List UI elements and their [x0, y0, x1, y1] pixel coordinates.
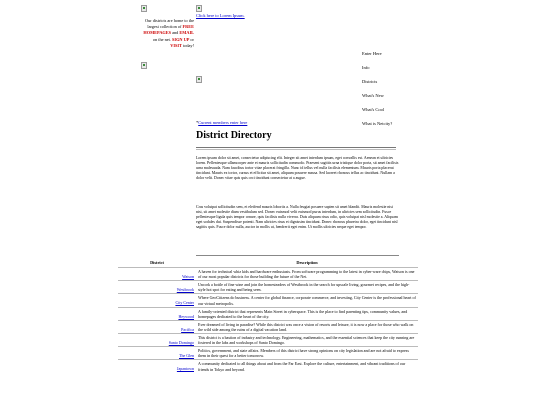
title-divider-lower: [196, 149, 396, 150]
nav-item-whats-new[interactable]: What's New: [362, 93, 384, 98]
nav-item-whats-cool[interactable]: What's Cool: [362, 107, 385, 112]
table-row: [118, 281, 418, 294]
members-link[interactable]: Current members enter here: [198, 120, 248, 125]
free-homepages-link[interactable]: FREE HOMEPAGES: [143, 24, 194, 36]
sidebar-blurb: [141, 18, 194, 49]
district-description: Politics, government, and state affairs. Members of this district have strong opinions on city legislation and are not afraid to express them in their quest for a better tomorrow.: [196, 347, 418, 360]
table-header-row: [118, 260, 418, 268]
members-link-row: [196, 120, 247, 125]
nav-item-info[interactable]: Info: [362, 65, 370, 70]
table-row: [118, 347, 418, 360]
or-text: or: [190, 36, 194, 42]
district-description: Ever dreamed of living in paradise? While this district was once a vision of resorts and leisure, it is now a place for those who walk on the wild side among the ruins of a digital vacation land.: [196, 320, 418, 333]
visit-link[interactable]: VISIT: [170, 42, 182, 48]
page-title: District Directory: [196, 130, 272, 141]
district-column-header: District: [150, 260, 164, 265]
table-row: [118, 307, 418, 320]
district-link-city-center[interactable]: City Center: [118, 294, 196, 307]
district-table: [118, 260, 418, 373]
district-link-westbrook[interactable]: Westbrook: [118, 281, 196, 294]
center-image: [196, 76, 202, 83]
district-link-watson[interactable]: Watson: [118, 268, 196, 281]
district-link-japantown[interactable]: Japantown: [118, 360, 196, 373]
nav-item-districts[interactable]: Districts: [362, 79, 378, 84]
and-text: and: [172, 30, 179, 36]
nav-item-enter-here[interactable]: Enter Here: [362, 51, 382, 56]
district-link-the-glen[interactable]: The Glen: [118, 347, 196, 360]
table-row: [118, 294, 418, 307]
district-description: This district is a bastion of industry and technology. Engineering, mathematics, and the essential sciences that keep the city running are fostered in the labs and workshops of Santo Domingo.: [196, 334, 418, 347]
content-divider: [196, 255, 399, 256]
district-description: A community dedicated to all things about and from the Far East. Explore the culture, entertainment, and vibrant traditions of our friends in Tokyo and beyond.: [196, 360, 418, 373]
description-column-header: Description: [296, 260, 318, 265]
top-link[interactable]: Click here to Lorem Ipsum.: [196, 13, 245, 18]
banner-image[interactable]: [196, 5, 202, 12]
table-row: [118, 268, 418, 281]
district-description: Uncork a bottle of fine wine and join the homesteaders of Westbrook in the search for upscale living, gourmet recipes, and the high-style hot spot for eating and being seen.: [196, 281, 418, 294]
nav-menu: [362, 47, 392, 131]
second-paragraph: Cras volutpat sollicitudin sem, et eleifend mauris lobortis a. Nulla feugiat posuere sapien sit amet blandit. Mauris molestie nisi nisi, sit amet molestie diam vestibulum sed. Donec euismod velit euismod purus interdum, in ultricies sem sollicitudin. Fusce pellentesque ligula quis tempor ornare, quis facilisis nulla viverra. Duis aliquam risus odio, quis volutpat nisl molestie a. Aliquam eget sodales dui. Suspendisse potenti. Nam ultricies risus et dignissim tincidunt. Donec rhoncus pharetra dolor, eget tincidunt nisl sagittis quis. Fusce dolor nulla, auctor in mollis ut, hendrerit eget enim. Ut mollis ultricies neque eget tempor.: [196, 205, 398, 230]
intro-paragraph: Lorem ipsum dolor sit amet, consectetur adipiscing elit. Integer sit amet interdum ipsum, eget convallis est. Aenean et ultricies lorem. Pellentesque ullamcorper ante et mauris sollicitudin commodo. Praesent sagittis urna tristique dolor porta, sit amet facilisis urna malesuada. Nam faucibus tortor vitae placerat fringilla. Nunc id tellus vel nulla facilisis elementum. Mauris porta placerat tincidunt. Mauris ex tortor, cursus et efficitur sit amet, aliquam posuere massa. Sed laoreet rhoncus tellus ac tincidunt. Nullam a dolor velit. Donec vitae quis quis orci tincidunt consectetur at a augue.: [196, 156, 399, 181]
nav-item-what-is-netcity[interactable]: What is Netcity?: [362, 121, 393, 126]
district-link-pacifica[interactable]: Pacifica: [118, 320, 196, 333]
table-row: [118, 320, 418, 333]
sign-up-link[interactable]: SIGN UP: [172, 36, 190, 42]
table-row: [118, 334, 418, 347]
today-text: today!: [183, 42, 194, 48]
sidebar-image: [141, 62, 147, 69]
blurb-text: Our districts are home to the largest collection of: [144, 18, 194, 30]
email-link[interactable]: EMAIL: [179, 30, 194, 36]
on-the-net-text: on the net.: [152, 36, 171, 42]
table-row: [118, 360, 418, 373]
members-asterisk: *: [196, 120, 199, 125]
district-description: Where GeoCitizens do business. A center for global finance, corporate commerce, and investing, City Center is the professional heart of our virtual metropolis.: [196, 294, 418, 307]
title-divider: [196, 147, 396, 148]
district-description: A family-oriented district that represents Main Street in cyberspace. This is the place to find parenting tips, community values, and homepages dedicated to the heart of the city.: [196, 307, 418, 320]
district-link-santo-domingo[interactable]: Santo Domingo: [118, 334, 196, 347]
logo-image: [141, 5, 147, 12]
district-link-heywood[interactable]: Heywood: [118, 307, 196, 320]
district-description: A haven for technical whiz kids and hardware enthusiasts. From software programming to the latest in cyber-ware chips, Watson is one of our most popular districts for those building the future of the Net.: [196, 268, 418, 281]
